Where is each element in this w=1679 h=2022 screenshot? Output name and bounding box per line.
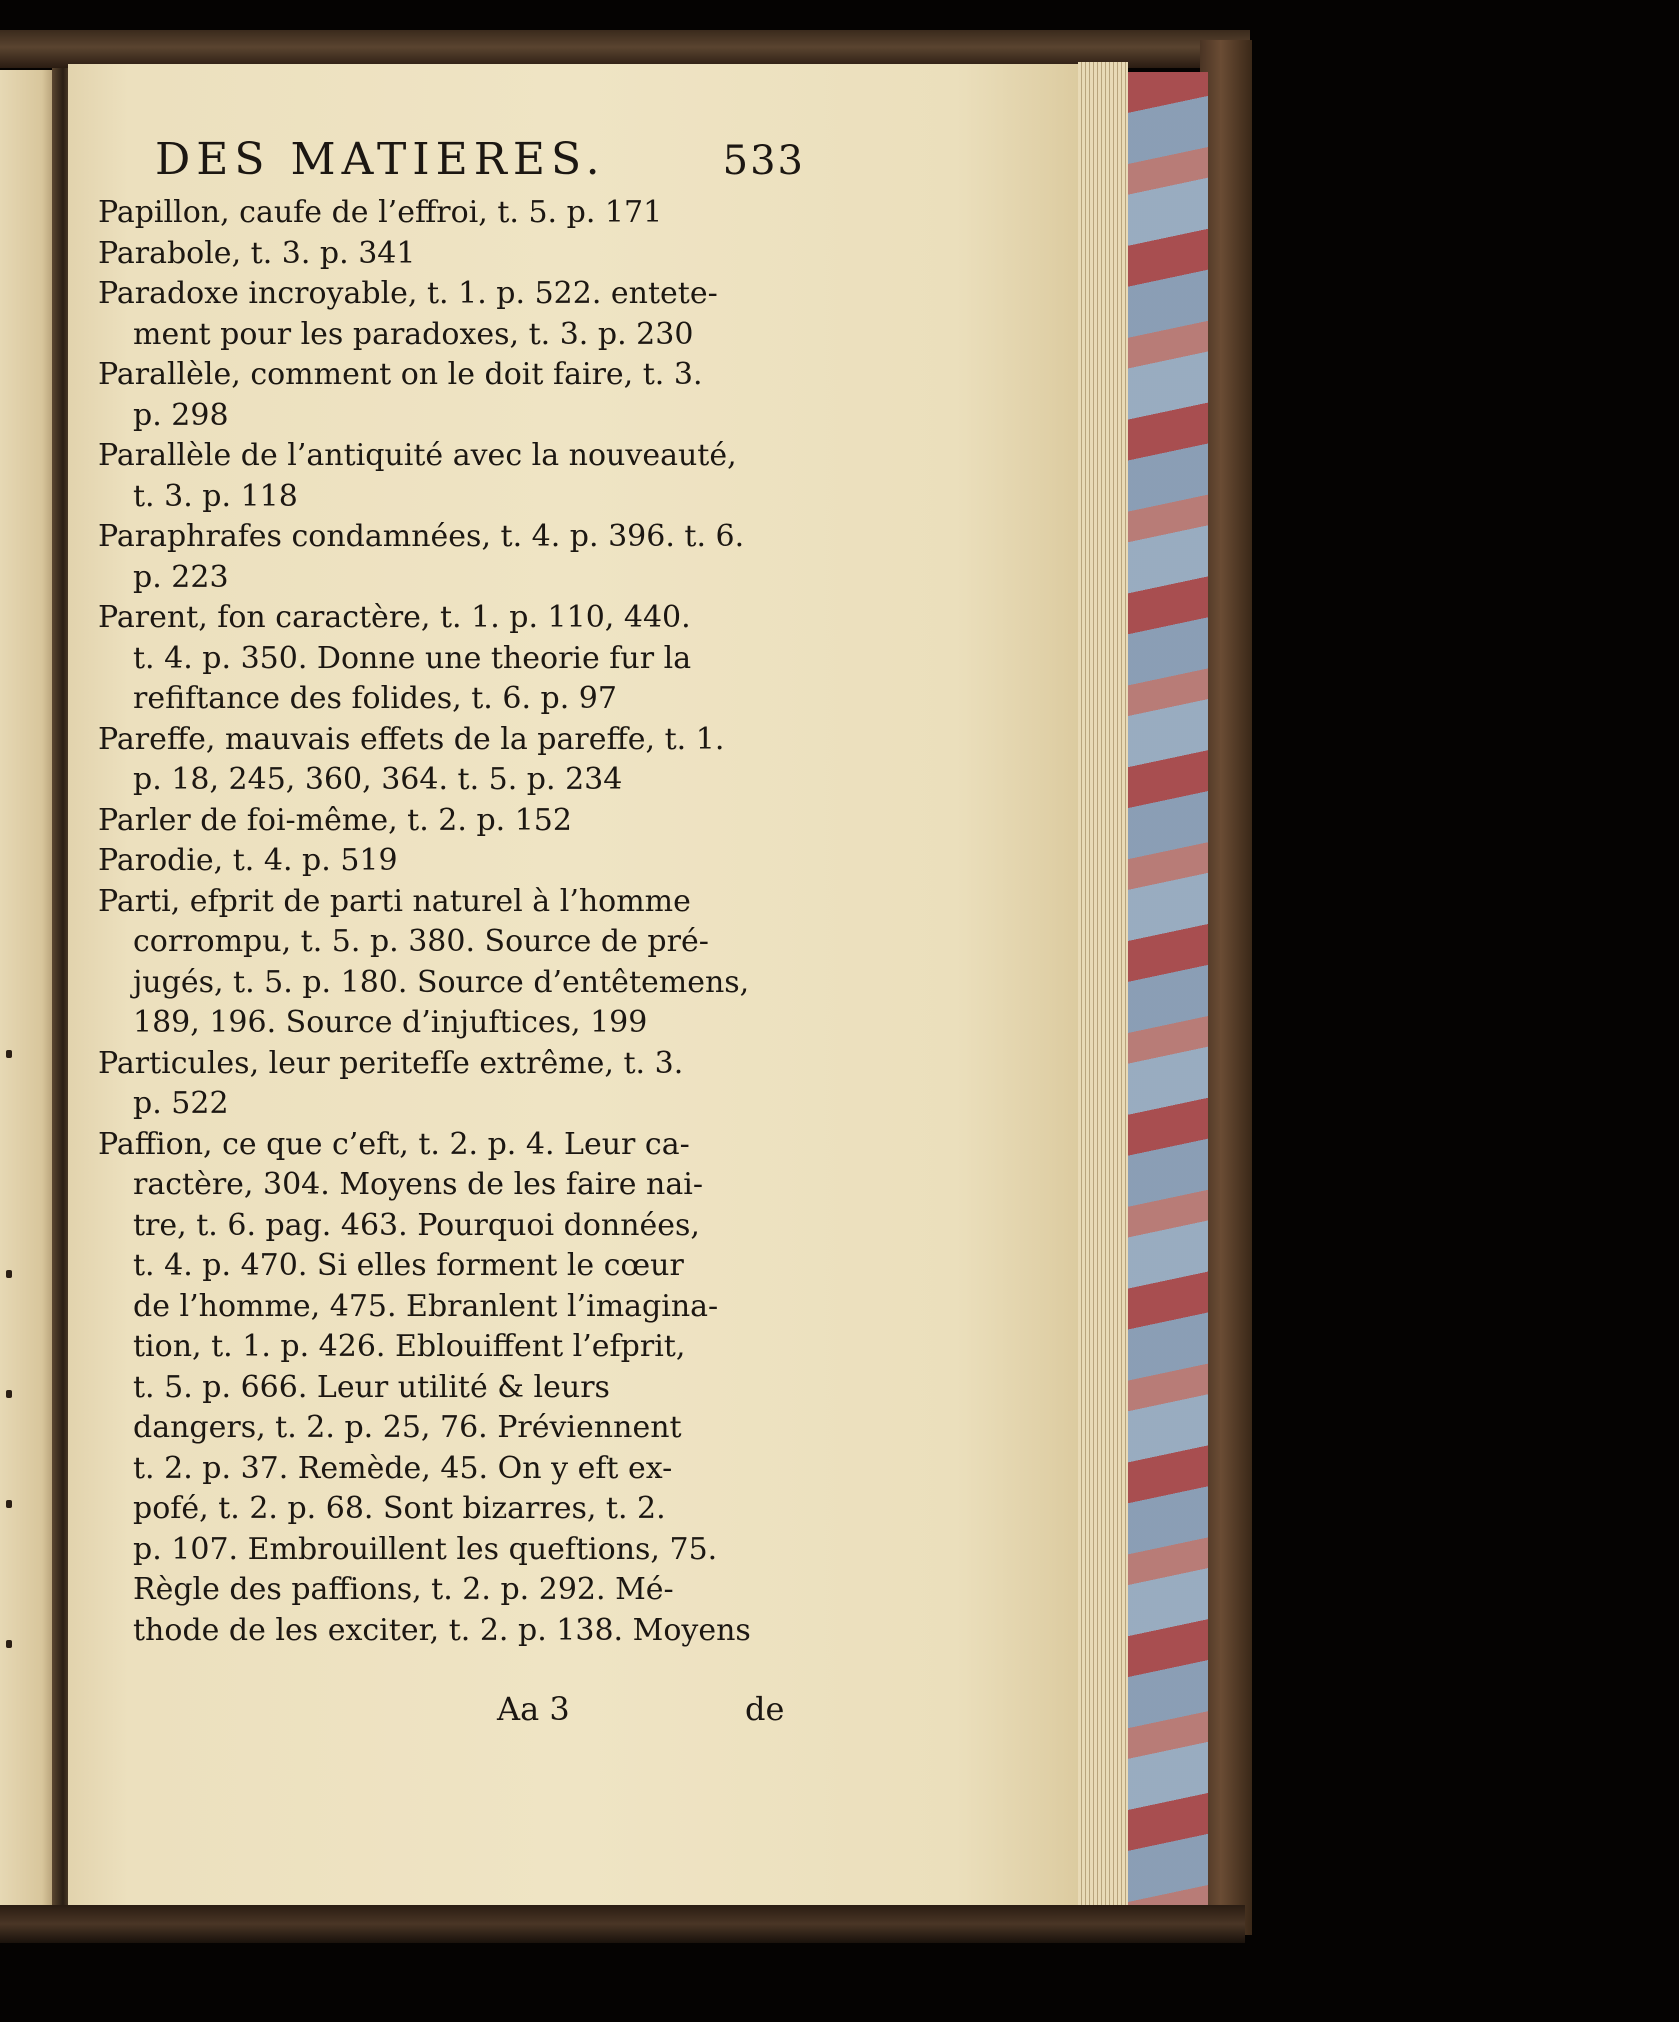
- index-line: p. 223: [133, 559, 229, 595]
- index-line: Parent, fon caractère, t. 1. p. 110, 440.: [98, 600, 691, 635]
- index-line: t. 5. p. 666. Leur utilité & leurs: [133, 1369, 610, 1405]
- signature-mark: Aa 3: [497, 1690, 570, 1728]
- index-line: p. 522: [133, 1086, 229, 1121]
- index-line: Parler de foi-même, t. 2. p. 152: [98, 802, 572, 838]
- index-line: tion, t. 1. p. 426. Eblouiffent l’efprit,: [133, 1329, 686, 1364]
- page-number: 533: [722, 138, 805, 184]
- index-line: t. 4. p. 350. Donne une theorie fur la: [133, 640, 692, 676]
- index-line: Parodie, t. 4. p. 519: [98, 843, 398, 878]
- index-line: corrompu, t. 5. p. 380. Source de pré-: [133, 924, 709, 959]
- index-line: Parallèle, comment on le doit faire, t. 3.: [98, 357, 703, 392]
- index-line: thode de les exciter, t. 2. p. 138. Moyens: [133, 1612, 751, 1648]
- index-line: Pareffe, mauvais effets de la pareffe, t. 1.: [98, 721, 725, 757]
- running-header: [155, 134, 805, 188]
- index-line: pofé, t. 2. p. 68. Sont bizarres, t. 2.: [133, 1491, 666, 1526]
- index-line: de l’homme, 475. Ebranlent l’imagina-: [133, 1288, 719, 1324]
- index-line: ment pour les paradoxes, t. 3. p. 230: [133, 316, 694, 352]
- index-line: Règle des paffions, t. 2. p. 292. Mé-: [133, 1572, 674, 1607]
- index-line: p. 18, 245, 360, 364. t. 5. p. 234: [133, 762, 623, 797]
- index-line: t. 3. p. 118: [133, 478, 298, 514]
- index-line: jugés, t. 5. p. 180. Source d’entêtemens,: [133, 964, 750, 1000]
- index-line: Parti, efprit de parti naturel à l’homme: [98, 883, 691, 919]
- index-line: t. 2. p. 37. Remède, 45. On y eft ex-: [133, 1450, 673, 1486]
- index-line: p. 298: [133, 397, 229, 433]
- index-line: Parabole, t. 3. p. 341: [98, 235, 416, 271]
- catchword: de: [745, 1690, 785, 1728]
- index-line: ractère, 304. Moyens de les faire nai-: [133, 1167, 703, 1202]
- book-cover-top-edge: [0, 30, 1250, 68]
- index-line: refiftance des folides, t. 6. p. 97: [133, 681, 617, 716]
- index-line: dangers, t. 2. p. 25, 76. Préviennent: [133, 1410, 682, 1445]
- index-line: tre, t. 6. pag. 463. Pourquoi données,: [133, 1207, 700, 1243]
- index-line: 189, 196. Source d’injuftices, 199: [133, 1005, 648, 1040]
- page-block-edges: [1078, 62, 1128, 1912]
- index-line: Particules, leur peritefſe extrême, t. 3.: [98, 1045, 684, 1081]
- left-page-sliver: [0, 70, 60, 1905]
- index-line: p. 107. Embrouillent les queftions, 75.: [133, 1531, 718, 1567]
- header-title: DES MATIERES.: [155, 134, 606, 185]
- index-line: t. 4. p. 470. Si elles forment le cœur: [133, 1248, 684, 1283]
- book-cover-bottom-edge: [0, 1905, 1245, 1943]
- marbled-fore-edge: [1128, 72, 1208, 1912]
- index-line: Papillon, caufe de l’effroi, t. 5. p. 171: [98, 195, 663, 230]
- index-line: Paffion, ce que c’eft, t. 2. p. 4. Leur ca-: [98, 1126, 690, 1162]
- index-line: Paradoxe incroyable, t. 1. p. 522. entete-: [98, 276, 718, 311]
- index-line: Paraphrafes condamnées, t. 4. p. 396. t. 6.: [98, 519, 745, 554]
- index-line: Parallèle de l’antiquité avec la nouveauté,: [98, 438, 737, 473]
